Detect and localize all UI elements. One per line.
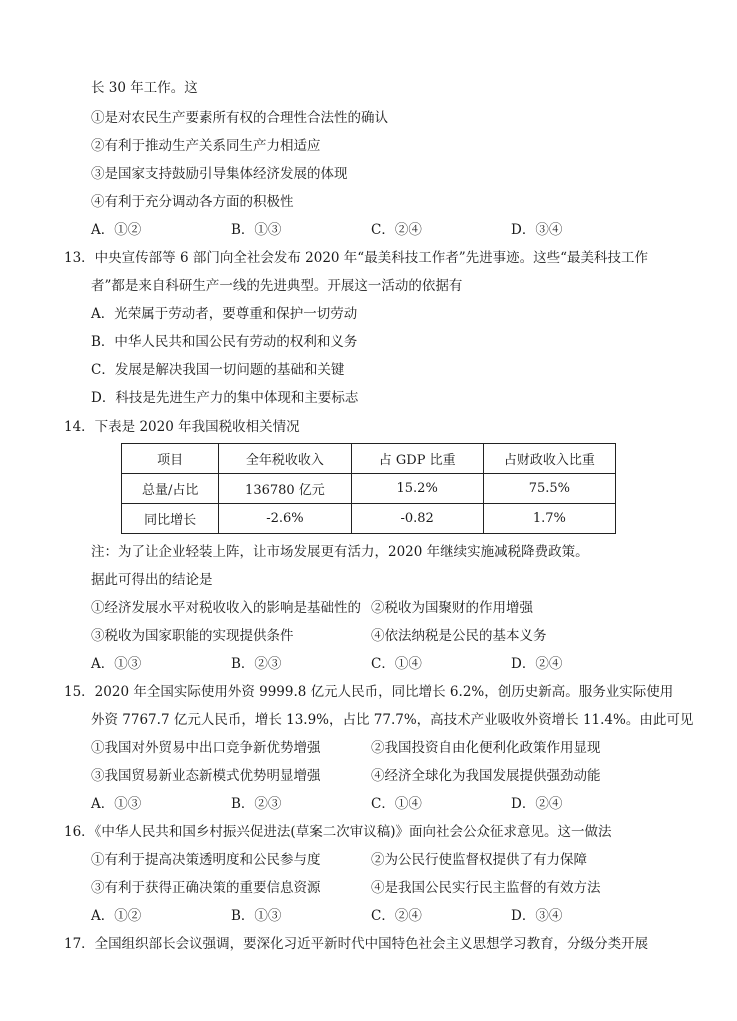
q14-note: 注：为了让企业轻装上阵，让市场发展更有活力，2020 年继续实施减税降费政策。 (91, 544, 589, 560)
q14-stem: 14．下表是 2020 年我国税收相关情况 (64, 419, 300, 435)
q12-item-1: ①是对农民生产要素所有权的合理性合法性的确认 (91, 110, 388, 126)
q14-item-4: ④依法纳税是公民的基本义务 (371, 628, 547, 644)
table-row (122, 504, 616, 534)
tax-table-cell: 75.5% (483, 474, 615, 504)
q13-choice-a: A．光荣属于劳动者，要尊重和保护一切劳动 (91, 306, 358, 322)
q12-item-3: ③是国家支持鼓励引导集体经济发展的体现 (91, 166, 348, 182)
q14-option-a: A．①③ (91, 656, 142, 672)
tax-table-header-cell: 全年税收收入 (219, 444, 351, 474)
table-row (122, 474, 616, 504)
tax-table-cell: 同比增长 (122, 504, 219, 534)
tax-table-header-cell: 占财政收入比重 (483, 444, 615, 474)
q14-item-3: ③税收为国家职能的实现提供条件 (91, 628, 294, 644)
q15-stem-line2: 外资 7767.7 亿元人民币，增长 13.9%，占比 77.7%，高技术产业吸收外资增长 11.4%。由此可见 (91, 712, 694, 728)
q15-item-1: ①我国对外贸易中出口竞争新优势增强 (91, 740, 321, 756)
q13-stem-line2: 者”都是来自科研生产一线的先进典型。开展这一活动的依据有 (91, 278, 463, 294)
q13-choice-c: C．发展是解决我国一切问题的基础和关键 (91, 362, 345, 378)
q17-stem-line1: 17．全国组织部长会议强调，要深化习近平新时代中国特色社会主义思想学习教育，分级分类开展 (64, 936, 649, 952)
q16-stem-line1: 16．《中华人民共和国乡村振兴促进法(草案二次审议稿)》面向社会公众征求意见。这一做法 (64, 824, 612, 840)
q16-option-c: C．②④ (371, 908, 422, 924)
q13-choice-b: B．中华人民共和国公民有劳动的权利和义务 (91, 334, 358, 350)
q15-option-c: C．①④ (371, 796, 422, 812)
q14-option-b: B．②③ (231, 656, 282, 672)
tax-table-cell: -0.82 (351, 504, 483, 534)
q12-option-b: B．①③ (231, 222, 282, 238)
q16-item-2: ②为公民行使监督权提供了有力保障 (371, 852, 587, 868)
q12-option-a: A．①② (91, 222, 142, 238)
q12-tail-line: 长 30 年工作。这 (91, 80, 198, 96)
q15-option-b: B．②③ (231, 796, 282, 812)
tax-table (121, 443, 616, 534)
q16-option-d: D．③④ (511, 908, 563, 924)
q13-stem-line1: 13．中央宣传部等 6 部门向全社会发布 2020 年“最美科技工作者”先进事迹。这些“最美科技工作 (64, 250, 648, 266)
tax-table-cell: 15.2% (351, 474, 483, 504)
q14-option-d: D．②④ (511, 656, 563, 672)
q13-choice-d: D．科技是先进生产力的集中体现和主要标志 (91, 390, 359, 406)
q14-option-c: C．①④ (371, 656, 422, 672)
q14-item-2: ②税收为国聚财的作用增强 (371, 600, 533, 616)
tax-table-header-cell: 占 GDP 比重 (351, 444, 483, 474)
q15-item-2: ②我国投资自由化便利化政策作用显现 (371, 740, 601, 756)
q15-option-a: A．①③ (91, 796, 142, 812)
tax-table-cell: -2.6% (219, 504, 351, 534)
tax-table-header-cell: 项目 (122, 444, 219, 474)
tax-table-header-row (122, 444, 616, 474)
q16-option-a: A．①② (91, 908, 142, 924)
q12-option-d: D．③④ (511, 222, 563, 238)
q15-stem-line1: 15．2020 年全国实际使用外资 9999.8 亿元人民币，同比增长 6.2%，创历史新高。服务业实际使用 (64, 684, 674, 700)
tax-table-cell: 1.7% (483, 504, 615, 534)
q15-item-3: ③我国贸易新业态新模式优势明显增强 (91, 768, 321, 784)
q16-item-4: ④是我国公民实行民主监督的有效方法 (371, 880, 601, 896)
tax-table-cell: 136780 亿元 (219, 474, 351, 504)
q14-item-1: ①经济发展水平对税收收入的影响是基础性的 (91, 600, 361, 616)
q16-item-1: ①有利于提高决策透明度和公民参与度 (91, 852, 321, 868)
q16-option-b: B．①③ (231, 908, 282, 924)
q15-option-d: D．②④ (511, 796, 563, 812)
q12-item-2: ②有利于推动生产关系同生产力相适应 (91, 138, 321, 154)
tax-table-cell: 总量/占比 (122, 474, 219, 504)
q12-option-c: C．②④ (371, 222, 422, 238)
q16-item-3: ③有利于获得正确决策的重要信息资源 (91, 880, 321, 896)
q14-prompt: 据此可得出的结论是 (91, 572, 213, 588)
q15-item-4: ④经济全球化为我国发展提供强劲动能 (371, 768, 601, 784)
q12-item-4: ④有利于充分调动各方面的积极性 (91, 194, 294, 210)
